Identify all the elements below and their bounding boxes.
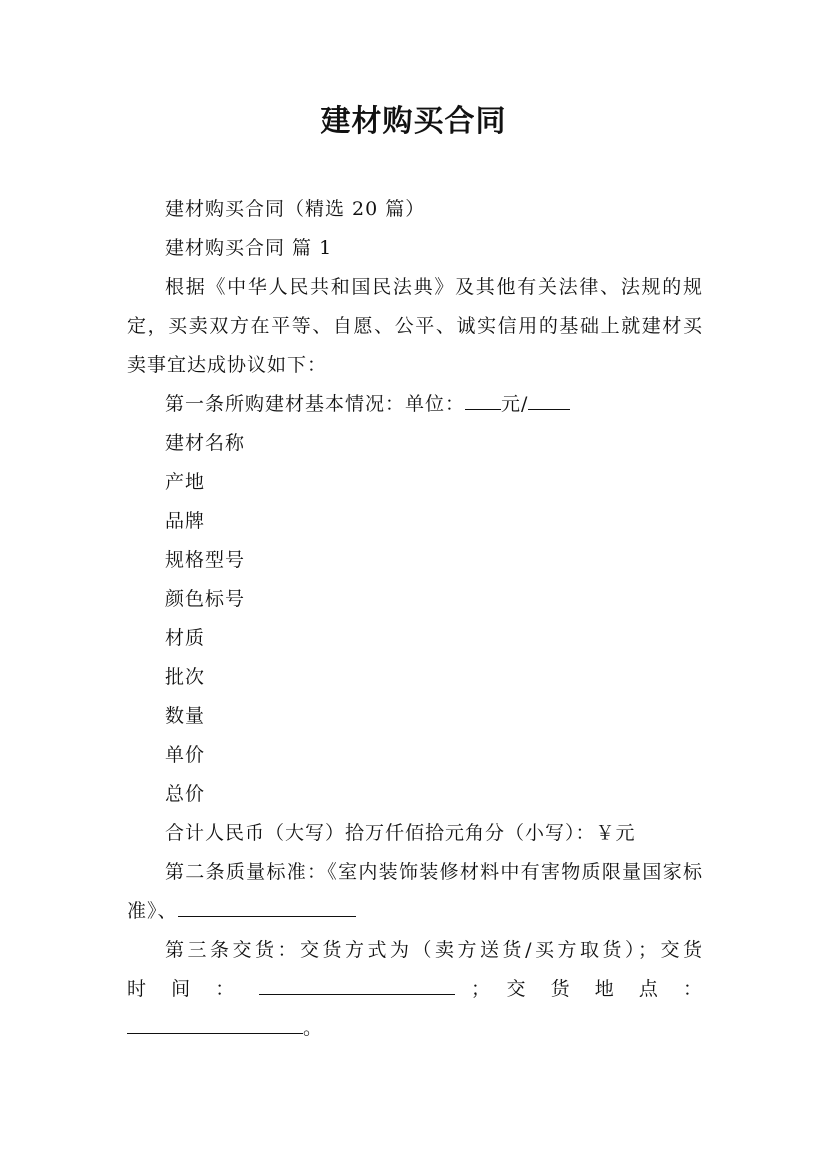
article-2-text: 第二条质量标准：《室内装饰装修材料中有害物质限量国家标准》、 bbox=[127, 861, 703, 922]
blank-line bbox=[259, 974, 455, 995]
period: 。 bbox=[303, 1017, 324, 1039]
paragraph-article-3-end bbox=[127, 1009, 703, 1048]
paragraph-section-heading: 建材购买合同 篇 1 bbox=[165, 237, 333, 259]
blank-line bbox=[528, 389, 570, 410]
paragraph-article-3: 第三条交货：交货方式为（卖方送货/买方取货）；交货 bbox=[165, 939, 703, 961]
delivery-time-label: 时 间 ： bbox=[127, 978, 244, 1000]
list-item: 总价 bbox=[165, 783, 206, 805]
list-item: 批次 bbox=[165, 666, 206, 688]
list-item: 单价 bbox=[165, 744, 206, 766]
blank-line bbox=[127, 1013, 303, 1034]
blank-line bbox=[178, 896, 356, 917]
list-item: 数量 bbox=[165, 705, 206, 727]
paragraph-article-3-cont bbox=[127, 970, 703, 1009]
article-1-text: 第一条所购建材基本情况：单位： bbox=[165, 393, 466, 415]
paragraph-article-1 bbox=[127, 385, 703, 424]
delivery-place-label: ； 交 货 地 点 ： bbox=[470, 978, 703, 1000]
document-body bbox=[127, 190, 703, 1048]
paragraph-total-amount: 合计人民币（大写）拾万仟佰拾元角分（小写）：￥元 bbox=[165, 822, 636, 844]
list-item: 建材名称 bbox=[165, 432, 246, 454]
list-item: 产地 bbox=[165, 471, 206, 493]
blank-line bbox=[465, 389, 501, 410]
list-item: 品牌 bbox=[165, 510, 206, 532]
list-item: 材质 bbox=[165, 627, 206, 649]
paragraph-article-2 bbox=[127, 853, 703, 931]
document-title: 建材购买合同 bbox=[320, 104, 507, 139]
paragraph-preamble: 根据《中华人民共和国民法典》及其他有关法律、法规的规定，买卖双方在平等、自愿、公平、诚实信用的基础上就建材买卖事宜达成协议如下： bbox=[127, 276, 703, 376]
list-item: 颜色标号 bbox=[165, 588, 246, 610]
list-item: 规格型号 bbox=[165, 549, 246, 571]
article-1-unit: 元/ bbox=[501, 393, 529, 415]
paragraph-subtitle: 建材购买合同（精选 20 篇） bbox=[165, 198, 426, 220]
